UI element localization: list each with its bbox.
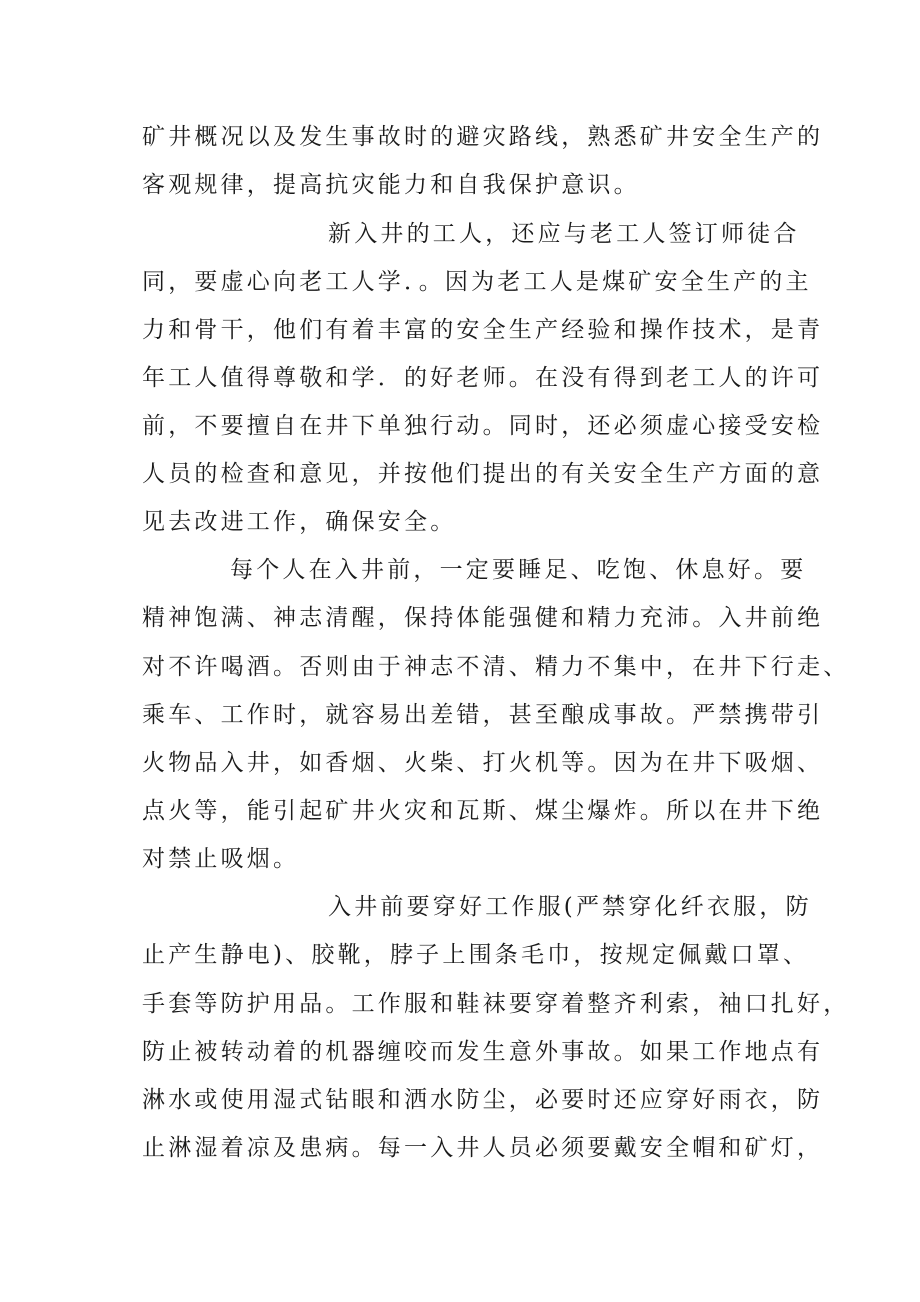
text-line-10: 每个人在入井前，一定要睡足、吃饱、休息好。要 bbox=[230, 557, 807, 583]
text-line-1: 矿井概况以及发生事故时的避灾路线，熟悉矿井安全生产的 bbox=[142, 124, 824, 150]
text-line-21: 淋水或使用湿式钻眼和洒水防尘，必要时还应穿好雨衣，防 bbox=[142, 1087, 824, 1113]
text-line-11: 精神饱满、神志清醒，保持体能强健和精力充沛。入井前绝 bbox=[142, 605, 824, 631]
text-line-2: 客观规律，提高抗灾能力和自我保护意识。 bbox=[142, 172, 640, 198]
text-line-20: 防止被转动着的机器缠咬而发生意外事故。如果工作地点有 bbox=[142, 1039, 824, 1065]
text-line-12: 对不许喝酒。否则由于神志不清、精力不集中，在井下行走、 bbox=[142, 654, 850, 680]
text-line-6: 年工人值得尊敬和学．的好老师。在没有得到老工人的许可 bbox=[142, 365, 824, 391]
text-line-17: 入井前要穿好工作服(严禁穿化纤衣服，防 bbox=[328, 894, 812, 920]
text-line-14: 火物品入井，如香烟、火柴、打火机等。因为在井下吸烟、 bbox=[142, 750, 824, 776]
text-line-8: 人员的检查和意见，并按他们提出的有关安全生产方面的意 bbox=[142, 461, 824, 487]
text-line-15: 点火等，能引起矿井火灾和瓦斯、煤尘爆炸。所以在井下绝 bbox=[142, 798, 824, 824]
text-line-5: 力和骨干，他们有着丰富的安全生产经验和操作技术，是青 bbox=[142, 317, 824, 343]
text-line-9: 见去改进工作，确保安全。 bbox=[142, 509, 457, 535]
text-line-4: 同，要虚心向老工人学．。因为老工人是煤矿安全生产的主 bbox=[142, 269, 812, 295]
text-line-19: 手套等防护用品。工作服和鞋袜要穿着整齐利索，袖口扎好， bbox=[142, 991, 850, 1017]
text-line-7: 前，不要擅自在井下单独行动。同时，还必须虚心接受安检 bbox=[142, 413, 824, 439]
text-line-18: 止产生静电)、胶靴，脖子上围条毛巾，按规定佩戴口罩、 bbox=[142, 942, 810, 968]
text-line-13: 乘车、工作时，就容易出差错，甚至酿成事故。严禁携带引 bbox=[142, 702, 824, 728]
text-line-3: 新入井的工人，还应与老工人签订师徒合 bbox=[328, 221, 800, 247]
text-line-16: 对禁止吸烟。 bbox=[142, 846, 300, 872]
text-line-22: 止淋湿着凉及患病。每一入井人员必须要戴安全帽和矿灯， bbox=[142, 1135, 824, 1161]
